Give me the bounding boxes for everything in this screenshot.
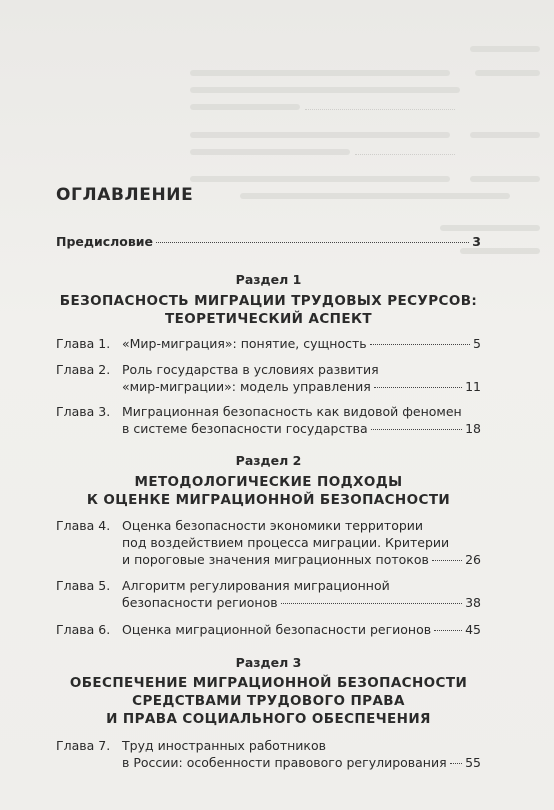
- page-number: 55: [465, 755, 481, 770]
- chapter-title-line: Оценка миграционной безопасности регионов: [122, 622, 432, 637]
- leader-dots: [432, 560, 462, 561]
- chapter-number: Глава 7.: [56, 738, 111, 753]
- section-heading-2: [56, 452, 481, 509]
- chapter-number: Глава 3.: [56, 404, 111, 419]
- section-heading-3: [56, 654, 481, 728]
- chapter-title-line: «Мир-миграция»: понятие, сущность: [122, 336, 367, 351]
- page-number: 18: [465, 421, 481, 436]
- section-title-line: СРЕДСТВАМИ ТРУДОВОГО ПРАВА: [132, 693, 405, 709]
- section-heading-1: [56, 271, 481, 328]
- page-number: 11: [465, 379, 481, 394]
- leader-dots: [450, 763, 462, 764]
- page-number: 45: [465, 622, 481, 637]
- leader-dots: [434, 630, 462, 631]
- section-title-line: И ПРАВА СОЦИАЛЬНОГО ОБЕСПЕЧЕНИЯ: [106, 711, 431, 727]
- chapter-title-line: и пороговые значения миграционных потоков: [122, 552, 429, 567]
- chapter-title-line: в системе безопасности государства: [122, 421, 368, 436]
- toc-entry-preface[interactable]: [56, 233, 481, 250]
- page-number: 5: [473, 336, 481, 351]
- toc-entry-chapter-5[interactable]: [56, 577, 481, 611]
- chapter-title-line: Оценка безопасности экономики территории: [122, 518, 424, 533]
- chapter-title-line: в России: особенности правового регулирования: [122, 755, 447, 770]
- page-number: 26: [465, 552, 481, 567]
- section-title-line: БЕЗОПАСНОСТЬ МИГРАЦИИ ТРУДОВЫХ РЕСУРСОВ:: [59, 293, 478, 309]
- leader-dots: [370, 344, 470, 345]
- section-label: Раздел 1: [235, 272, 302, 287]
- chapter-title-line: Труд иностранных работников: [122, 738, 326, 753]
- chapter-title-line: под воздействием процесса миграции. Критерии: [122, 535, 450, 550]
- section-title-line: ОБЕСПЕЧЕНИЕ МИГРАЦИОННОЙ БЕЗОПАСНОСТИ: [69, 675, 468, 691]
- preface-label: Предисловие: [56, 234, 154, 249]
- chapter-number: Глава 1.: [56, 336, 111, 351]
- page-number: 3: [472, 234, 481, 249]
- leader-dots: [281, 603, 462, 604]
- chapter-title-line: Алгоритм регулирования миграционной: [122, 578, 390, 593]
- section-title-line: ТЕОРЕТИЧЕСКИЙ АСПЕКТ: [164, 311, 373, 327]
- chapter-title-line: «мир-миграции»: модель управления: [122, 379, 371, 394]
- leader-dots: [156, 242, 469, 243]
- section-label: Раздел 3: [235, 655, 302, 670]
- chapter-number: Глава 2.: [56, 362, 111, 377]
- chapter-number: Глава 5.: [56, 578, 111, 593]
- leader-dots: [371, 429, 462, 430]
- toc-entry-chapter-1[interactable]: [56, 335, 481, 352]
- toc-title: ОГЛАВЛЕНИЕ: [56, 185, 194, 205]
- toc-entry-chapter-6[interactable]: [56, 621, 481, 638]
- chapter-title-line: безопасности регионов: [122, 595, 278, 610]
- chapter-number: Глава 4.: [56, 518, 111, 533]
- show-through-text: [0, 40, 554, 240]
- toc-entry-chapter-2[interactable]: [56, 361, 481, 395]
- section-label: Раздел 2: [235, 453, 302, 468]
- page-number: 38: [465, 595, 481, 610]
- chapter-title-line: Роль государства в условиях развития: [122, 362, 379, 377]
- chapter-title-line: Миграционная безопасность как видовой феномен: [122, 404, 462, 419]
- toc-entry-chapter-4[interactable]: [56, 517, 481, 568]
- chapter-number: Глава 6.: [56, 622, 111, 637]
- toc-entry-chapter-7[interactable]: [56, 737, 481, 771]
- section-title-line: К ОЦЕНКЕ МИГРАЦИОННОЙ БЕЗОПАСНОСТИ: [86, 492, 451, 508]
- leader-dots: [374, 387, 462, 388]
- section-title-line: МЕТОДОЛОГИЧЕСКИЕ ПОДХОДЫ: [134, 474, 403, 490]
- toc-entry-chapter-3[interactable]: [56, 403, 481, 437]
